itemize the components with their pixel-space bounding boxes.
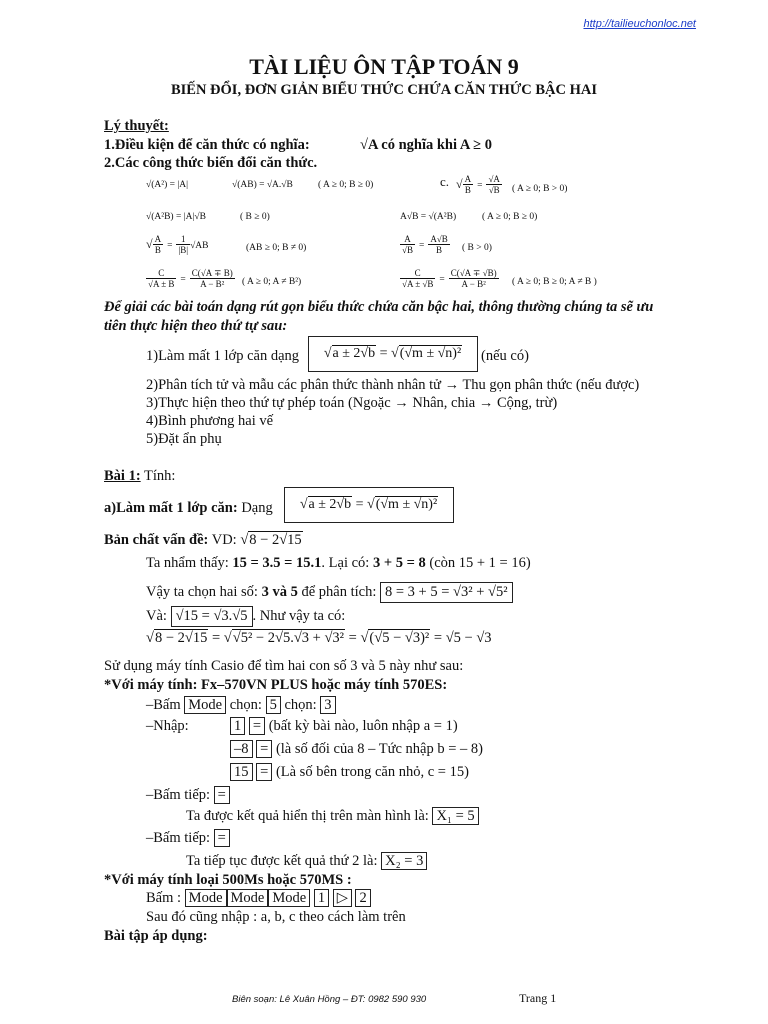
step-4: 4)Bình phương hai vế xyxy=(146,413,274,429)
enter-b-line: –8 = (là số đối của 8 – Tức nhập b = – 8) xyxy=(230,741,483,758)
essence-line: Bản chất vấn đề: VD: √8 − 2√15 xyxy=(104,532,302,548)
formula-rationalize-1-cond: (AB ≥ 0; B ≠ 0) xyxy=(246,243,307,253)
formula-product: √(AB) = √A.√B xyxy=(232,180,293,190)
step-3: 3)Thực hiện theo thứ tự phép toán (Ngoặc → Nhân, chia → Cộng, trừ) xyxy=(146,395,558,411)
formula-factor-in-cond: ( A ≥ 0; B ≥ 0) xyxy=(482,212,538,222)
step-1-formula-box: √a ± 2√b = √(√m ± √n)² xyxy=(308,336,478,372)
press-mode-line: –Bấm Mode chọn: 5 chọn: 3 xyxy=(146,697,336,714)
step-1-label: 1)Làm mất 1 lớp căn dạng xyxy=(146,348,300,364)
condition-label: 1.Điều kiện để căn thức có nghĩa: xyxy=(104,137,310,153)
formula-factor-in: A√B = √(A²B) xyxy=(400,212,457,222)
enter-a-line: 1 = (bất kỳ bài nào, luôn nhập a = 1) xyxy=(230,718,458,735)
step-1-suffix: (nếu có) xyxy=(481,348,529,364)
press-next-1: –Bấm tiếp: = xyxy=(146,787,230,804)
and-line: Và: √15 = √3.√5 . Như vậy ta có: xyxy=(146,606,345,627)
exercise-1-heading: Bài 1: Tính: xyxy=(104,468,176,484)
practice-heading: Bài tập áp dụng: xyxy=(104,928,208,944)
casio2-heading: *Với máy tính loại 500Ms hoặc 570MS : xyxy=(104,872,352,888)
formula-product-cond: ( A ≥ 0; B ≥ 0) xyxy=(318,180,374,190)
solution-equation: √8 − 2√15 = √√5² − 2√5.√3 + √3² = √(√5 − √3)² = √5 − √3 xyxy=(146,630,492,646)
formula-quotient-cond: ( A ≥ 0; B > 0) xyxy=(512,184,568,194)
method-intro-2: tiên thực hiện theo thứ tự sau: xyxy=(104,318,288,334)
casio-intro: Sử dụng máy tính Casio để tìm hai con số 3 và 5 này như sau: xyxy=(104,658,464,674)
formula-quotient: √ $\frac{A}{B}$ = $\frac{√A}{√B}$ xyxy=(456,174,500,195)
formula-conjugate-1-cond: ( A ≥ 0; A ≠ B²) xyxy=(242,277,302,287)
formula-factor-out: √(A²B) = |A|√B xyxy=(146,212,206,222)
formula-conjugate-2-cond: ( A ≥ 0; B ≥ 0; A ≠ B ) xyxy=(512,277,597,287)
source-url[interactable]: http://tailieuchonloc.net xyxy=(583,18,696,30)
formula-rationalize-2: $\frac{A}{√B}$ = $\frac{A√B}{B}$ xyxy=(402,234,448,255)
formula-factor-out-cond: ( B ≥ 0) xyxy=(240,212,270,222)
step-2: 2)Phân tích tử và mẫu các phân thức thành nhân tử → Thu gọn phân thức (nếu được) xyxy=(146,377,640,393)
theory-heading: Lý thuyết: xyxy=(104,118,169,134)
page-subtitle: BIẾN ĐỔI, ĐƠN GIẢN BIỂU THỨC CHỨA CĂN THỨC BẬC HAI xyxy=(170,82,598,98)
result-1-line: Ta được kết quả hiển thị trên màn hình là: X₁ = 5 xyxy=(186,808,479,825)
casio-heading: *Với máy tính: Fx–570VN PLUS hoặc máy tính 570ES: xyxy=(104,677,448,693)
step-5: 5)Đặt ẩn phụ xyxy=(146,431,222,447)
formula-abs: √(A²) = |A| xyxy=(146,180,189,190)
page-title: TÀI LIỆU ÔN TẬP TOÁN 9 xyxy=(249,54,519,79)
formulas-label: 2.Các công thức biến đổi căn thức. xyxy=(104,155,318,171)
result-2-line: Ta tiếp tục được kết quả thứ 2 là: X₂ = 3 xyxy=(186,853,427,870)
formula-conjugate-1: $\frac{C}{√A \pm B}$ = $\frac{C(√A \mp B)}{\text{A − B²}}$ xyxy=(148,268,233,289)
press-mode-sequence: Bấm : Mode Mode Mode 1 ▷ 2 xyxy=(146,890,371,907)
then-note: Sau đó cũng nhập : a, b, c theo cách làm trên xyxy=(146,909,406,925)
formula-rationalize-1: √ $\frac{A}{B}$ = $\frac{1}{|B|}$ √AB xyxy=(146,234,209,255)
formula-conjugate-2: $\frac{C}{√A \pm √B}$ = $\frac{C(√A \mp √B)}{\text{A − B²}}$ xyxy=(402,268,497,289)
choose-line: Vậy ta chọn hai số: 3 và 5 để phân tích: 8 = 3 + 5 = √3² + √5² xyxy=(146,582,513,603)
method-intro-1: Để giải các bài toán dạng rút gọn biểu thức chứa căn bậc hai, thông thường chúng ta sẽ ưu xyxy=(104,299,654,315)
enter-c-line: 15 = (Là số bên trong căn nhỏ, c = 15) xyxy=(230,764,469,781)
formula-rationalize-2-cond: ( B > 0) xyxy=(462,243,492,253)
guess-line: Ta nhẩm thấy: 15 = 3.5 = 15.1. Lại có: 3 + 5 = 8 (còn 15 + 1 = 16) xyxy=(146,555,531,571)
enter-label: –Nhập: xyxy=(146,718,189,734)
footer-author: Biên soạn: Lê Xuân Hồng – ĐT: 0982 590 930 xyxy=(232,994,427,1005)
press-next-2: –Bấm tiếp: = xyxy=(146,830,230,847)
part-a-label: a)Làm mất 1 lớp căn: Dạng xyxy=(104,500,273,516)
part-a-formula-box: √a ± 2√b = √(√m ± √n)² xyxy=(284,487,454,523)
condition-formula: √A có nghĩa khi A ≥ 0 xyxy=(360,137,492,153)
page-number: Trang 1 xyxy=(519,991,557,1005)
formula-quotient-prefix: c. xyxy=(440,174,450,189)
